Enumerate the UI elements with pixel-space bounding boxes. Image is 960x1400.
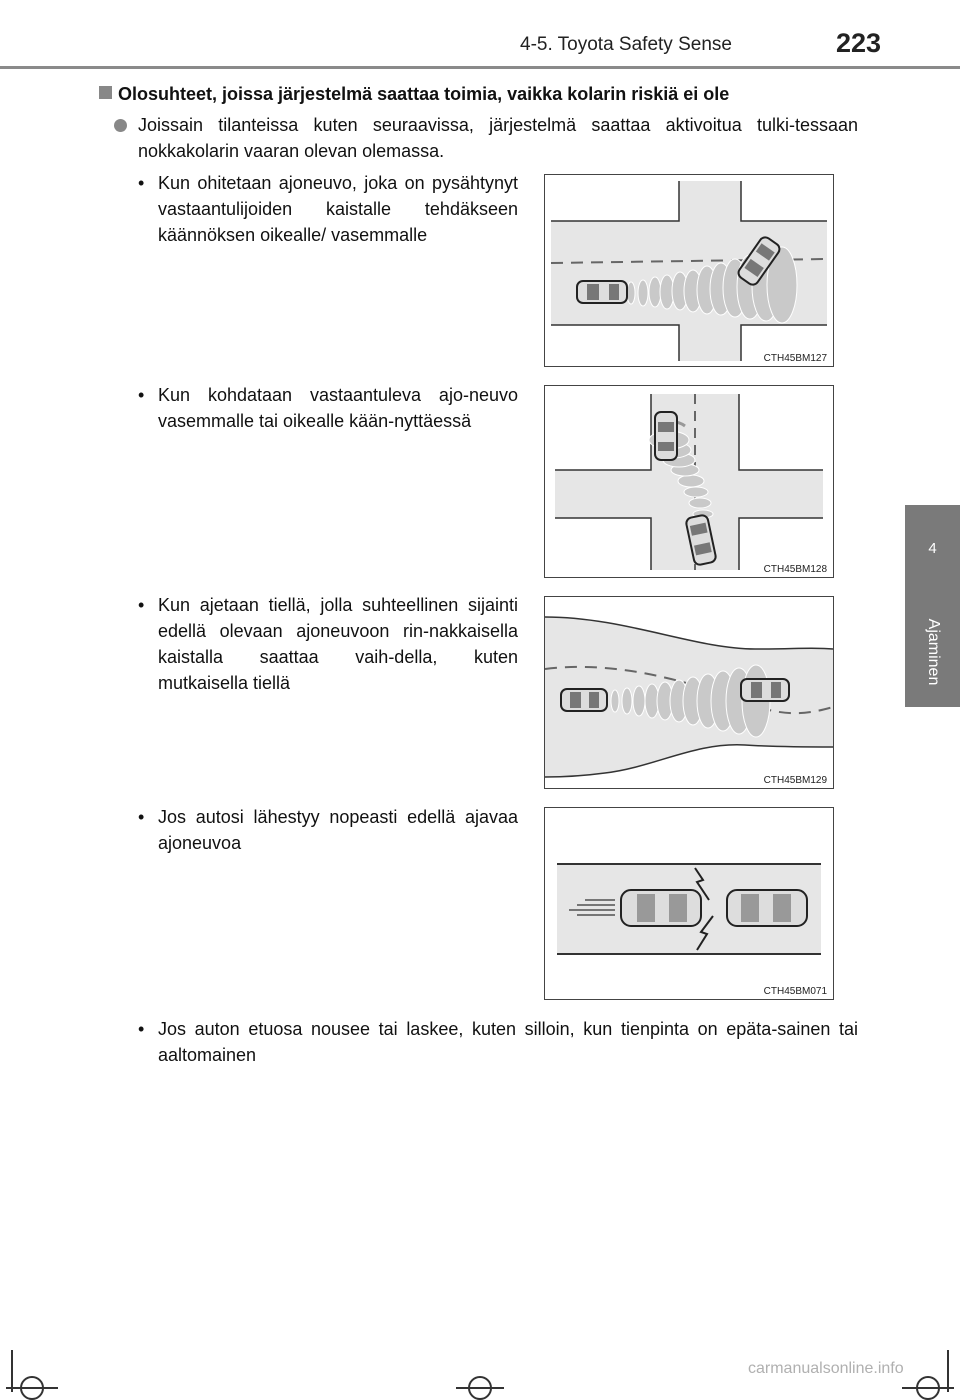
heading-text: Olosuhteet, joissa järjestelmä saattaa toimia, vaikka kolarin riskiä ei ole [118,84,730,104]
list-item [138,170,518,248]
crop-mark [6,1387,58,1389]
figure-passing-turning-vehicle [544,174,834,367]
section-title: 4-5. Toyota Safety Sense [520,34,732,55]
list-item [138,804,518,856]
bullet-icon: • [138,807,145,827]
page-number: 223 [836,28,882,58]
curved-road-illustration [545,597,833,788]
header-divider [0,66,960,69]
figure-code: CTH45BM127 [763,353,827,364]
bullet-icon: • [138,385,145,405]
crop-mark [456,1387,504,1389]
crop-mark [11,1350,13,1392]
list-item [138,382,518,434]
square-bullet-icon [99,86,112,99]
list-item-text: Kun kohdataan vastaantuleva ajo-neuvo vasemmalle tai oikealle kään-nyttäessä [158,385,518,431]
intro-text: Joissain tilanteissa kuten seuraavissa, järjestelmä saattaa aktivoitua tulki-tessaan nokkakolarin vaaran olevan olemassa. [138,115,858,161]
figure-code: CTH45BM071 [763,986,827,997]
figure-oncoming-turn [544,385,834,578]
figure-rapid-approach [544,807,834,1000]
watermark: carmanualsonline.info [748,1360,904,1377]
circle-bullet-icon [114,119,127,132]
crop-mark [947,1350,949,1392]
figure-curved-road [544,596,834,789]
intro-paragraph [114,112,858,164]
intersection-illustration [545,175,833,366]
chapter-label: Ajaminen [924,618,942,686]
figure-code: CTH45BM129 [763,775,827,786]
list-item [138,592,518,696]
chapter-number: 4 [928,540,937,557]
chapter-label-tab [905,597,960,707]
bullet-icon: • [138,173,145,193]
section-heading [99,84,859,105]
crop-mark [902,1387,954,1389]
rapid-approach-illustration [545,808,833,999]
figure-code: CTH45BM128 [763,564,827,575]
list-item-text: Kun ohitetaan ajoneuvo, joka on pysähtynyt vastaantulijoiden kaistalle tehdäkseen käännöksen oikealle/ vasemmalle [158,173,518,245]
list-item-text: Jos autosi lähestyy nopeasti edellä ajavaa ajoneuvoa [158,807,518,853]
bullet-icon: • [138,595,145,615]
list-item-text: Jos auton etuosa nousee tai laskee, kuten silloin, kun tienpinta on epäta-sainen tai aaltomainen [158,1019,858,1065]
list-item-text: Kun ajetaan tiellä, jolla suhteellinen sijainti edellä olevaan ajoneuvoon rin-nakkaisella kaistalla saattaa vaih-della, kuten mutkaisella tiellä [158,595,518,693]
bullet-icon: • [138,1019,145,1039]
intersection-illustration [545,386,833,577]
list-item [138,1016,858,1068]
